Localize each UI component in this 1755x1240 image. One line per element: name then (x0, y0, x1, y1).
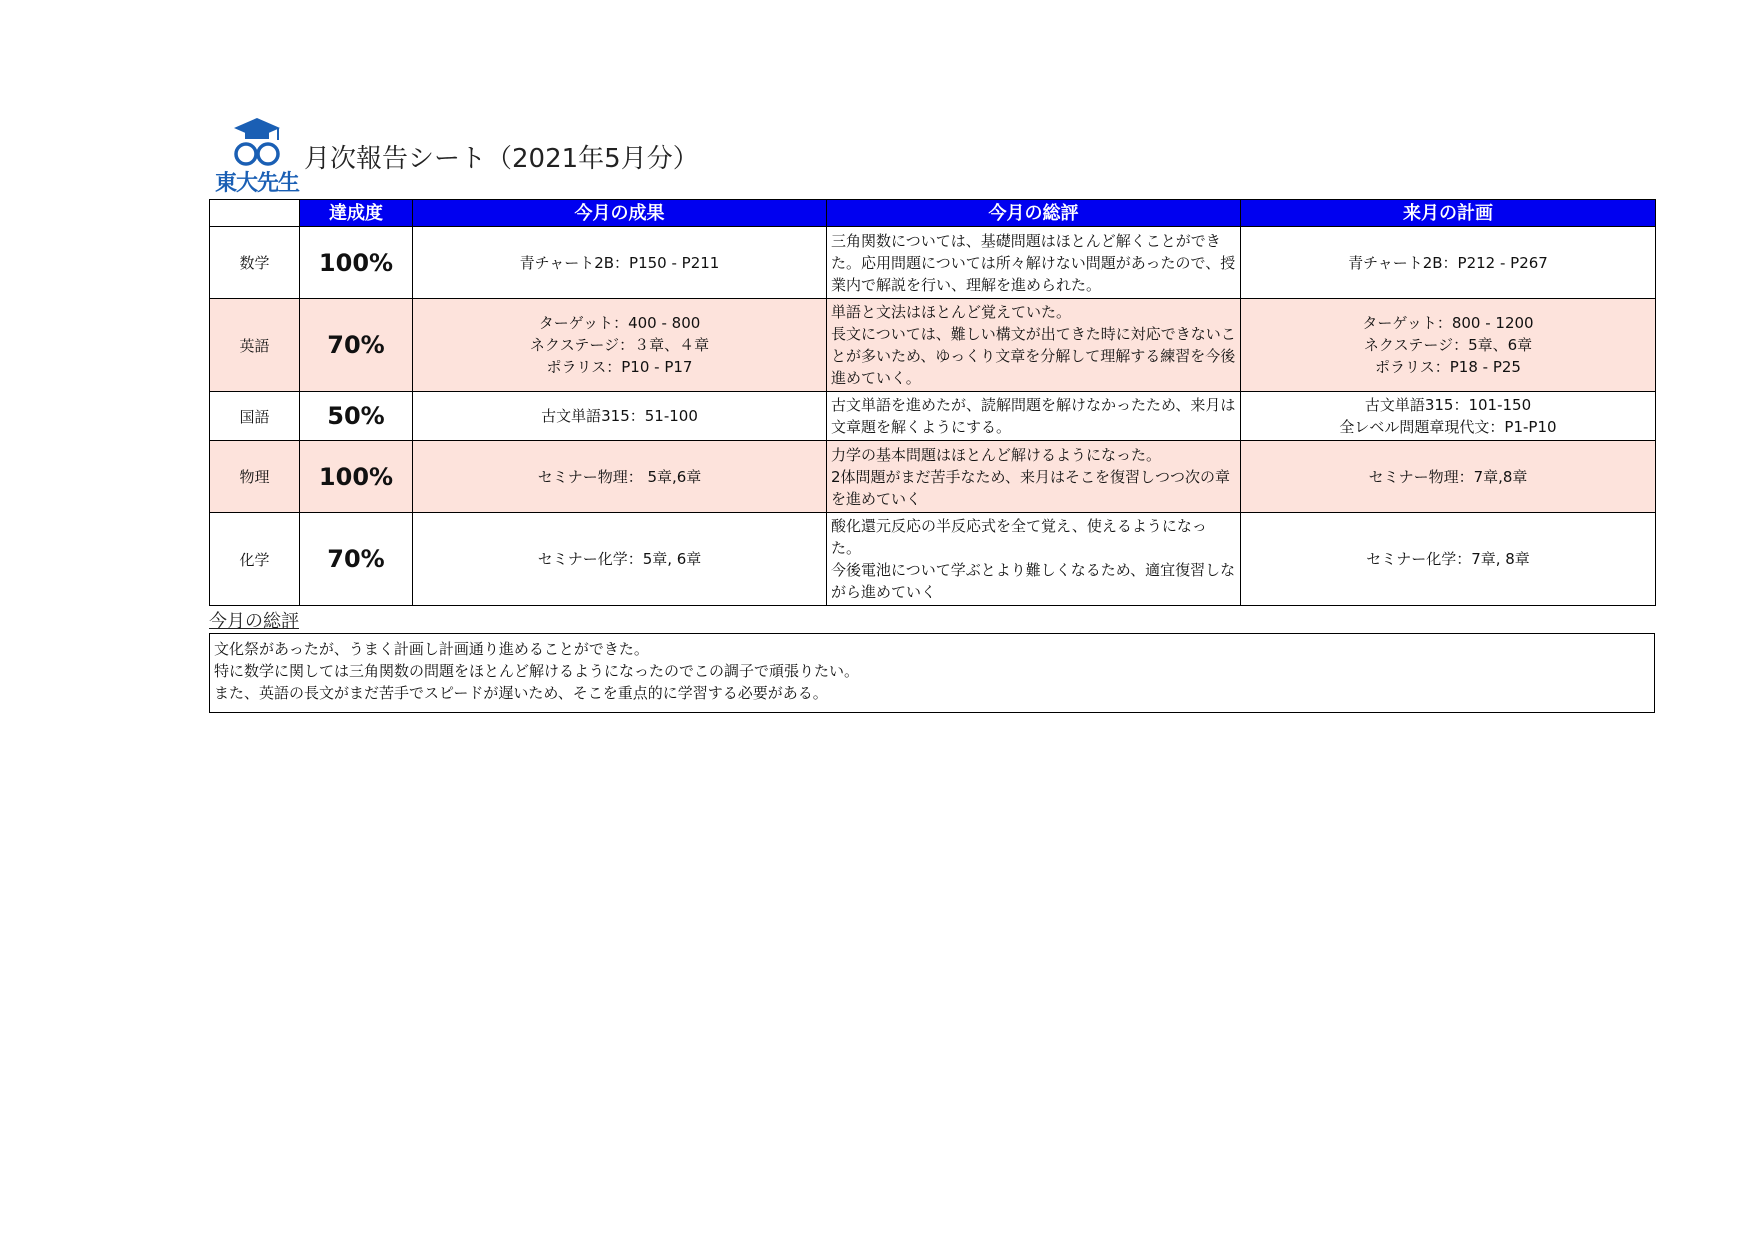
comment-cell (827, 441, 1241, 513)
table-header-row (210, 200, 1656, 227)
result-cell: ターゲット：400 - 800 ネクステージ：３章、４章 ポラリス：P10 - P17 (413, 299, 827, 392)
subject-cell: 数学 (210, 227, 300, 299)
comment-line: がら進めていく (831, 583, 937, 601)
comment-line: 今後電池について学ぶとより難しくなるため、適宜復習しな (831, 561, 1236, 579)
comment-line: た。応用問題については所々解けない問題があったので、授 (831, 253, 1236, 272)
result-cell: 古文単語315：51-100 (413, 392, 827, 441)
rate-cell: 70% (300, 513, 413, 606)
comment-cell (827, 299, 1241, 392)
comment-cell (827, 392, 1241, 441)
rate-cell: 100% (300, 227, 413, 299)
logo (212, 116, 302, 194)
subject-cell: 化学 (210, 513, 300, 606)
comment-line: 長文については、難しい構文が出てきた時に対応できないこ (831, 325, 1236, 343)
header-blank (210, 200, 300, 227)
table-row (210, 227, 1656, 299)
report-table (209, 199, 1656, 606)
comment-line: 単語と文法はほとんど覚えていた。 (831, 303, 1072, 321)
page-title: 月次報告シート（2021年5月分） (304, 144, 699, 174)
comment-line: 業内で解説を行い、理解を進められた。 (831, 275, 1102, 294)
comment-line: 三角関数については、基礎問題はほとんど解くことができ (831, 231, 1221, 250)
plan-cell: セミナー物理：7章,8章 (1241, 441, 1656, 513)
header-plan: 来月の計画 (1241, 200, 1656, 227)
comment-line: 文章題を解くようにする。 (831, 418, 1012, 436)
plan-cell: セミナー化学：7章, 8章 (1241, 513, 1656, 606)
mortarboard-glasses-icon (212, 116, 302, 172)
comment-line: 力学の基本問題はほとんど解けるようになった。 (831, 445, 1162, 464)
subject-cell: 物理 (210, 441, 300, 513)
plan-cell: ターゲット：800 - 1200 ネクステージ：5章、6章 ポラリス：P18 - P25 (1241, 299, 1656, 392)
summary-line: また、英語の長文がまだ苦手でスピードが遅いため、そこを重点的に学習する必要がある。 (214, 684, 828, 702)
header-results: 今月の成果 (413, 200, 827, 227)
comment-cell (827, 227, 1241, 299)
comment-line: 2体問題がまだ苦手なため、来月はそこを復習しつつ次の章 (831, 467, 1230, 486)
summary-label: 今月の総評 (209, 611, 299, 632)
summary-box (209, 633, 1655, 713)
plan-cell: 古文単語315：101-150 全レベル問題章現代文：P1-P10 (1241, 392, 1656, 441)
table-row (210, 392, 1656, 441)
rate-cell: 50% (300, 392, 413, 441)
header-review: 今月の総評 (827, 200, 1241, 227)
result-cell: セミナー物理： 5章,6章 (413, 441, 827, 513)
rate-cell: 70% (300, 299, 413, 392)
comment-cell (827, 513, 1241, 606)
summary-line: 文化祭があったが、うまく計画し計画通り進めることができた。 (214, 640, 649, 658)
table-row (210, 513, 1656, 606)
comment-line: 進めていく。 (831, 369, 921, 387)
table-row (210, 441, 1656, 513)
comment-line: とが多いため、ゆっくり文章を分解して理解する練習を今後 (831, 347, 1236, 365)
plan-cell: 青チャート2B：P212 - P267 (1241, 227, 1656, 299)
summary-line: 特に数学に関しては三角関数の問題をほとんど解けるようになったのでこの調子で頑張りたい。 (214, 662, 860, 680)
subject-cell: 英語 (210, 299, 300, 392)
comment-line: を進めていく (831, 489, 922, 508)
table-row (210, 299, 1656, 392)
logo-text: 東大先生 (214, 171, 299, 196)
subject-cell: 国語 (210, 392, 300, 441)
comment-line: 古文単語を進めたが、読解問題を解けなかったため、来月は (831, 396, 1236, 414)
result-cell: セミナー化学：5章, 6章 (413, 513, 827, 606)
result-cell: 青チャート2B：P150 - P211 (413, 227, 827, 299)
header-achievement: 達成度 (300, 200, 413, 227)
rate-cell: 100% (300, 441, 413, 513)
comment-line: 酸化還元反応の半反応式を全て覚え、使えるようになった。 (831, 517, 1207, 557)
